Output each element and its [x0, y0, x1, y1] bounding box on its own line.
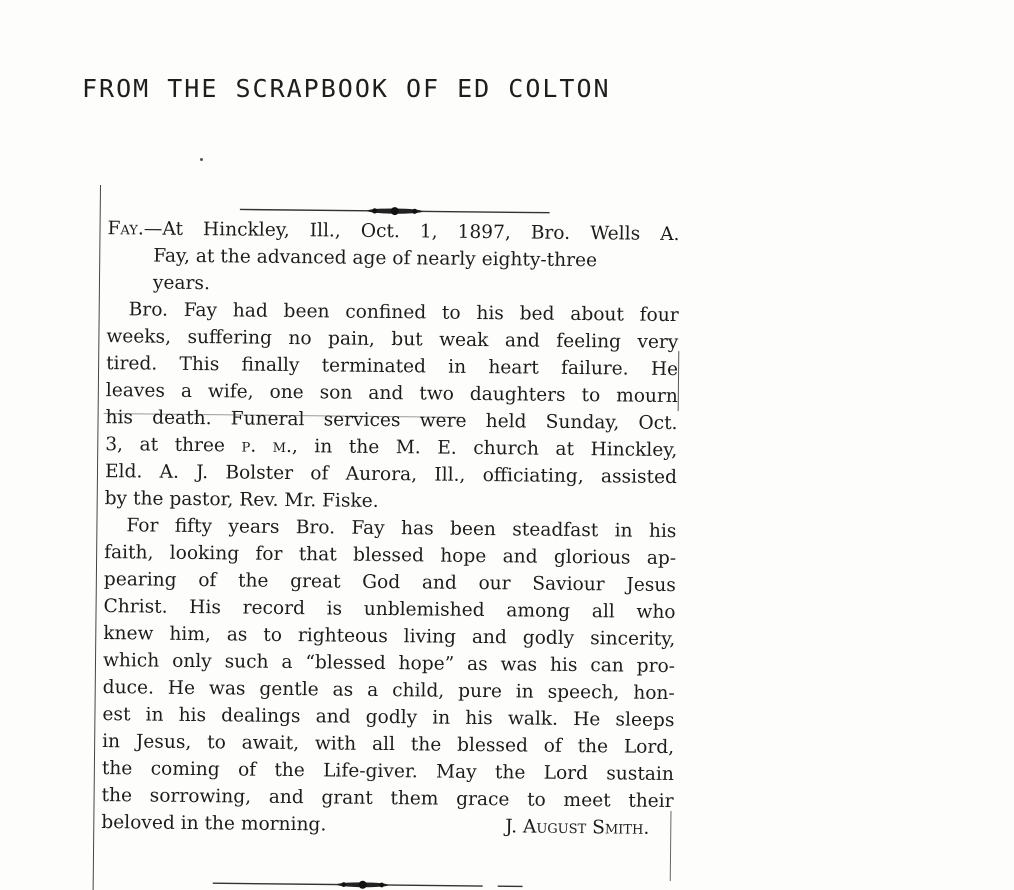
bottom-ornament-rule-icon	[213, 877, 523, 890]
text-line: Bro. Fay had been confined to his bed about four	[128, 299, 679, 327]
text-line: knew him, as to righteous living and godly sincerity,	[103, 623, 676, 651]
text-line: Christ. His record is unblemished among all who	[103, 596, 676, 624]
text-line: Fay, at the advanced age of nearly eighty-three	[153, 245, 598, 272]
heading-dash: .—	[137, 218, 163, 240]
text-line: faith, looking for that blessed hope and glorious ap-	[104, 542, 677, 570]
text-line	[101, 809, 673, 842]
text-line: the coming of the Life-giver. May the Lord sustain	[101, 758, 674, 786]
text-line: which only such a “blessed hope” as was his can pro-	[102, 650, 676, 678]
text-line-content: , in the M. E. church at Hinckley,	[291, 436, 678, 462]
heading-name: Fay	[107, 218, 139, 240]
text-line: leaves a wife, one son and two daughters to mourn	[105, 380, 678, 408]
text-line: his death. Funeral services were held Sunday, Oct.	[105, 407, 678, 435]
time-abbrev: p. m.	[241, 435, 293, 458]
text-line: For fifty years Bro. Fay has been steadfast in his	[126, 515, 677, 543]
text-line: pearing of the great God and our Saviour Jesus	[103, 569, 676, 597]
text-line: in Jesus, to await, with all the blessed of the Lord,	[102, 731, 675, 759]
text-line: tired. This finally terminated in heart failure. He	[106, 353, 679, 381]
text-line: duce. He was gentle as a child, pure in speech, hon-	[102, 677, 675, 705]
text-line: the sorrowing, and grant them grace to meet their	[101, 785, 674, 813]
signature: J. August Smith.	[505, 816, 650, 839]
paper-speck	[200, 158, 203, 161]
paragraph	[105, 296, 679, 518]
text-line-content: 3, at three	[105, 434, 226, 457]
text-line-content: beloved in the morning.	[101, 812, 327, 836]
text-line-content: At Hinckley, Ill., Oct. 1, 1897, Bro. Wells A.	[162, 218, 680, 246]
obituary-text	[101, 215, 679, 842]
text-line: est in his dealings and godly in his walk. He sleeps	[102, 704, 675, 732]
clipping-left-edge	[93, 185, 101, 890]
page-title: FROM THE SCRAPBOOK OF ED COLTON	[82, 74, 611, 103]
obituary-heading	[107, 215, 680, 302]
text-line: years.	[152, 272, 211, 295]
paragraph	[101, 512, 676, 842]
text-line: weeks, suffering no pain, but weak and feeling very	[106, 326, 679, 354]
newspaper-clipping	[93, 185, 688, 890]
text-line: by the pastor, Rev. Mr. Fiske.	[104, 488, 379, 512]
text-line: Eld. A. J. Bolster of Aurora, Ill., officiating, assisted	[104, 461, 678, 489]
